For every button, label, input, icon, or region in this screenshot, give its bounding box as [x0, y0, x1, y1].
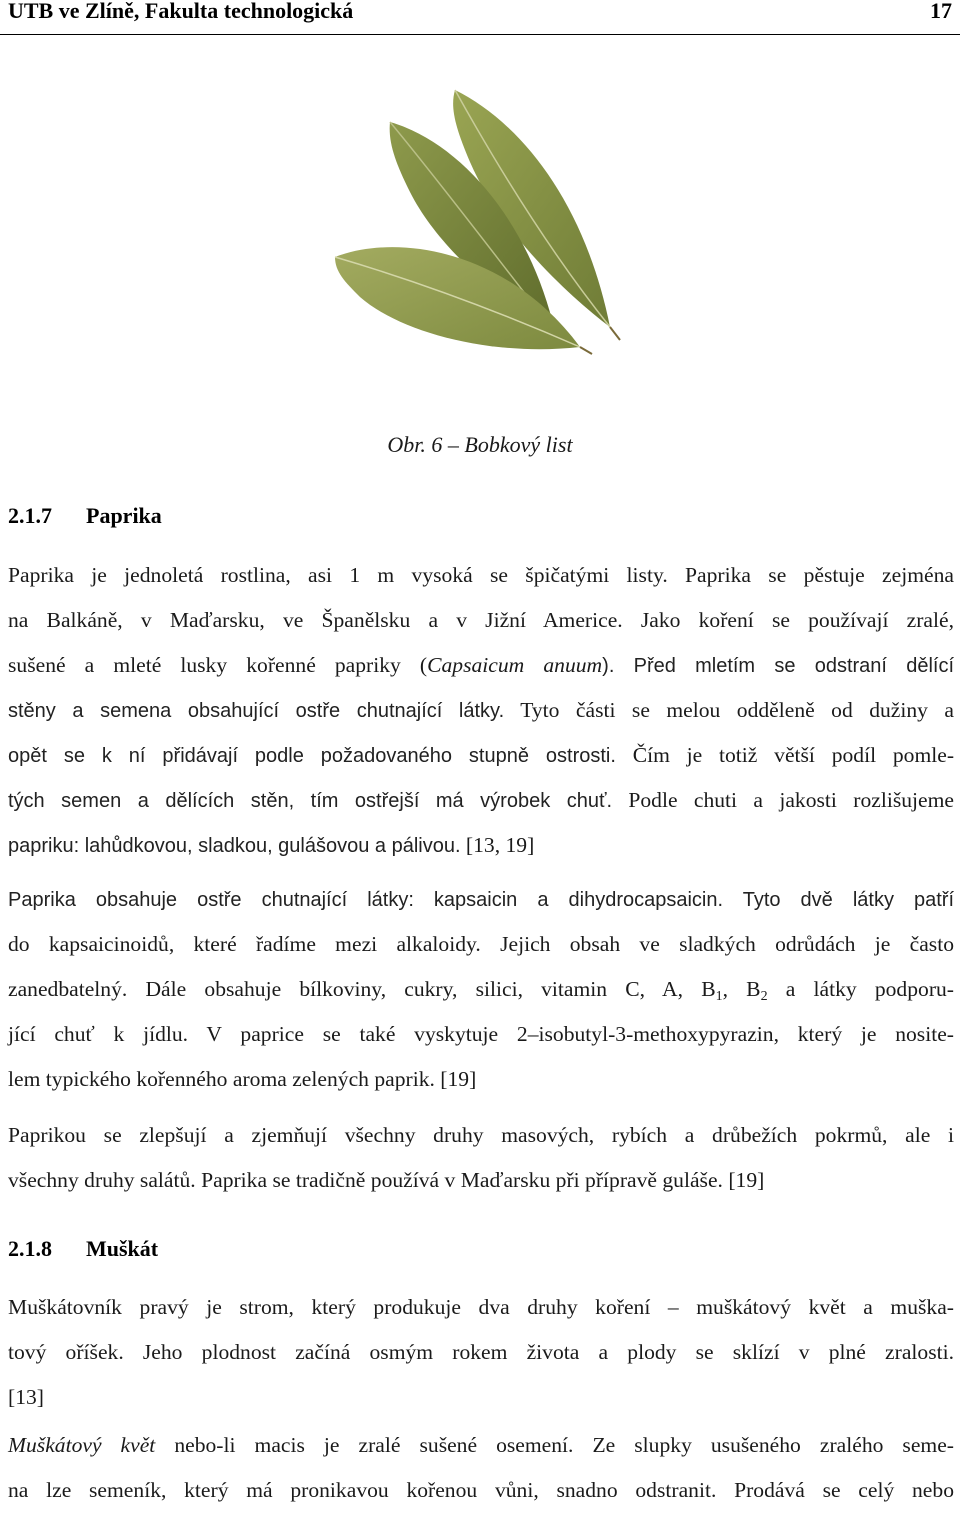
text-run: Paprikou se zlepšují a zjemňují všechny druhy masových, rybích a drůbežích pokrmů, ale i — [8, 1123, 954, 1147]
text-line — [8, 1113, 954, 1158]
paragraph-paprika-3 — [8, 1113, 954, 1203]
latin-name: Capsaicum anuum — [427, 653, 603, 677]
text-line — [8, 1375, 954, 1420]
text-line — [8, 733, 954, 778]
paragraph-muskat-1 — [8, 1285, 954, 1420]
page-number: 17 — [930, 0, 952, 23]
text-run: papriku: lahůdkovou, sladkou, gulášovou a pálivou. — [8, 835, 461, 857]
paragraph-muskat-2 — [8, 1423, 954, 1513]
text-run: ). Před mletím se odstraní dělící — [602, 655, 955, 677]
text-run: na lze semeník, který má pronikavou kořenou vůni, snadno odstranit. Prodává se celý nebo — [8, 1478, 954, 1502]
text-run: zanedbatelný. Dále obsahuje bílkoviny, cukry, silici, vitamin C, A, B — [8, 977, 716, 1001]
italic-term: Muškátový květ — [8, 1433, 156, 1457]
text-run: Paprika obsahuje ostře chutnající látky: kapsaicin a dihydrocapsaicin. Tyto dvě látky patří — [8, 889, 954, 911]
text-line — [8, 1330, 954, 1375]
text-line — [8, 778, 954, 823]
figure-caption-text: Obr. 6 – Bobkový list — [387, 432, 573, 457]
text-run: lem typického kořenného aroma zelených paprik. [19] — [8, 1067, 477, 1091]
text-run: na Balkáně, v Maďarsku, ve Španělsku a v Jižní Americe. Jako koření se používají zralé, — [8, 608, 954, 632]
text-line — [8, 877, 954, 922]
text-line — [8, 1423, 954, 1468]
text-line — [8, 598, 954, 643]
citation: [13, 19] — [460, 833, 535, 857]
text-run: a látky podporu- — [767, 977, 954, 1001]
text-line — [8, 1158, 954, 1203]
bay-leaf-image — [320, 82, 650, 392]
text-line — [8, 1468, 954, 1513]
subscript: 2 — [760, 989, 768, 1004]
text-run: Podle chuti a jakosti rozlišujeme — [612, 788, 954, 812]
section-title: Muškát — [86, 1236, 159, 1261]
text-run: tový oříšek. Jeho plodnost začíná osmým rokem života a plody se sklízí v plné zralosti. — [8, 1340, 954, 1364]
section-heading-muskat — [8, 1236, 158, 1262]
section-number: 2.1.7 — [8, 503, 52, 528]
section-heading-paprika — [8, 503, 162, 529]
text-line — [8, 967, 954, 1012]
text-run: jící chuť k jídlu. V paprice se také vyskytuje 2–isobutyl-3-methoxypyrazin, který je nosite- — [8, 1022, 954, 1046]
text-run: nebo-li macis je zralé sušené osemení. Ze slupky usušeného zralého seme- — [155, 1433, 954, 1457]
text-run: Čím je totiž větší podíl pomle- — [615, 743, 955, 767]
text-line — [8, 553, 954, 598]
text-line — [8, 688, 954, 733]
text-run: tých semen a dělících stěn, tím ostřejší má výrobek chuť. — [8, 790, 612, 812]
text-run: do kapsaicinoidů, které řadíme mezi alkaloidy. Jejich obsah ve sladkých odrůdách je často — [8, 932, 954, 956]
text-run: Muškátovník pravý je strom, který produkuje dva druhy koření – muškátový květ a muška- — [8, 1295, 954, 1319]
text-run: stěny a semena obsahující ostře chutnající látky. — [8, 700, 505, 722]
text-line — [8, 1285, 954, 1330]
text-run: opět se k ní přidávají podle požadovaného stupně ostrosti. — [8, 745, 616, 767]
text-run: Tyto části se melou odděleně od dužiny a — [504, 698, 955, 722]
citation: [13] — [8, 1385, 44, 1409]
text-line — [8, 1057, 954, 1102]
paragraph-paprika-2 — [8, 877, 954, 1102]
text-run: , B — [722, 977, 761, 1001]
bay-leaf-figure — [320, 82, 650, 392]
section-number: 2.1.8 — [8, 1236, 52, 1261]
subscript: 1 — [715, 989, 723, 1004]
page-header — [0, 0, 960, 35]
text-line — [8, 922, 954, 967]
text-line — [8, 823, 954, 868]
text-run: sušené a mleté lusky kořenné papriky ( — [8, 653, 428, 677]
figure-caption — [0, 432, 960, 458]
header-title: UTB ve Zlíně, Fakulta technologická — [8, 0, 354, 23]
text-run: všechny druhy salátů. Paprika se tradičně používá v Maďarsku při přípravě guláše. [19] — [8, 1168, 765, 1192]
text-run: Paprika je jednoletá rostlina, asi 1 m vysoká se špičatými listy. Paprika se pěstuje zejména — [8, 563, 954, 587]
text-line — [8, 643, 954, 688]
text-line — [8, 1012, 954, 1057]
section-title: Paprika — [86, 503, 162, 528]
paragraph-paprika-1 — [8, 553, 954, 868]
